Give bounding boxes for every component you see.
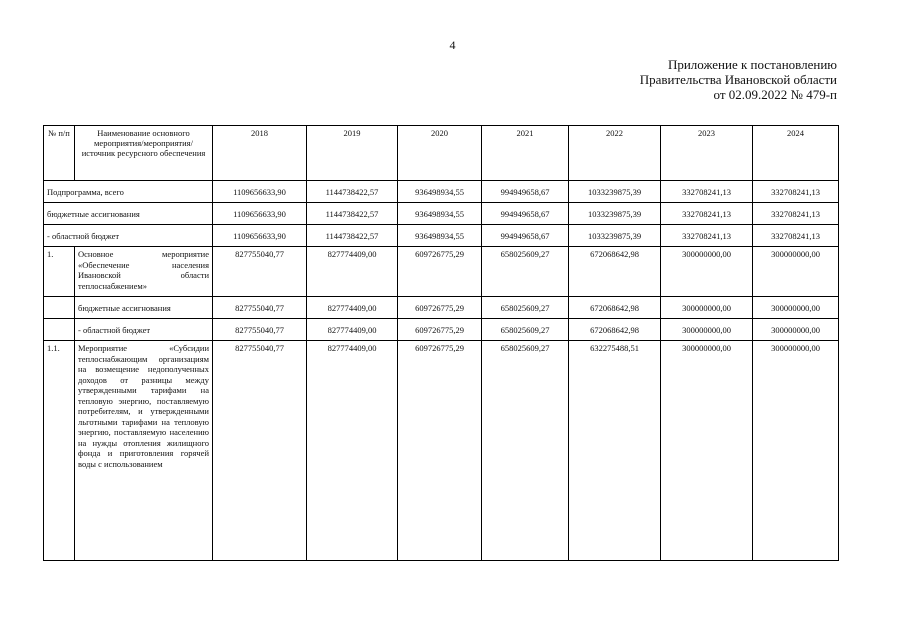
column-header-year: 2024 xyxy=(753,126,839,181)
table-header-row xyxy=(44,126,839,181)
row-label: Подпрограмма, всего xyxy=(44,181,213,203)
cell-value: 300000000,00 xyxy=(661,341,753,561)
page-number: 4 xyxy=(449,38,456,52)
cell-value: 300000000,00 xyxy=(753,341,839,561)
row-number xyxy=(44,297,75,319)
cell-value: 672068642,98 xyxy=(569,247,661,297)
cell-value: 300000000,00 xyxy=(753,247,839,297)
table-row-main-event-1 xyxy=(44,247,839,297)
cell-value: 609726775,29 xyxy=(398,341,482,561)
cell-value: 827755040,77 xyxy=(213,341,307,561)
column-header-year: 2021 xyxy=(482,126,569,181)
cell-value: 994949658,67 xyxy=(482,225,569,247)
cell-value: 827755040,77 xyxy=(213,297,307,319)
table-row-main-event-1-regional xyxy=(44,319,839,341)
cell-value: 300000000,00 xyxy=(753,297,839,319)
cell-value: 1109656633,90 xyxy=(213,181,307,203)
cell-value: 936498934,55 xyxy=(398,203,482,225)
cell-value: 994949658,67 xyxy=(482,203,569,225)
column-header-year: 2023 xyxy=(661,126,753,181)
cell-value: 332708241,13 xyxy=(753,181,839,203)
header-line-1: Приложение к постановлению xyxy=(667,57,837,72)
cell-value: 658025609,27 xyxy=(482,319,569,341)
cell-value: 936498934,55 xyxy=(398,225,482,247)
table-row-budget-allocations xyxy=(44,203,839,225)
cell-value: 1109656633,90 xyxy=(213,203,307,225)
cell-value: 300000000,00 xyxy=(661,297,753,319)
column-header-name: Наименование основного мероприятия/мероприятия/ источник ресурсного обеспечения xyxy=(75,126,213,181)
cell-value: 827774409,00 xyxy=(307,297,398,319)
cell-value: 300000000,00 xyxy=(661,319,753,341)
cell-value: 1033239875,39 xyxy=(569,203,661,225)
cell-value: 672068642,98 xyxy=(569,297,661,319)
cell-value: 332708241,13 xyxy=(661,181,753,203)
header-line-3: от 02.09.2022 № 479-п xyxy=(713,87,837,102)
document-header xyxy=(640,57,837,102)
cell-value: 1109656633,90 xyxy=(213,225,307,247)
row-number: 1.1. xyxy=(44,341,75,561)
cell-value: 827774409,00 xyxy=(307,319,398,341)
cell-value: 1033239875,39 xyxy=(569,181,661,203)
cell-value: 827755040,77 xyxy=(213,319,307,341)
cell-value: 672068642,98 xyxy=(569,319,661,341)
cell-value: 332708241,13 xyxy=(753,225,839,247)
table-row-regional-budget xyxy=(44,225,839,247)
row-label: бюджетные ассигнования xyxy=(75,297,213,319)
cell-value: 827774409,00 xyxy=(307,247,398,297)
cell-value: 658025609,27 xyxy=(482,297,569,319)
cell-value: 1033239875,39 xyxy=(569,225,661,247)
header-line-2: Правительства Ивановской области xyxy=(639,72,837,87)
row-label: - областной бюджет xyxy=(44,225,213,247)
cell-value: 936498934,55 xyxy=(398,181,482,203)
cell-value: 609726775,29 xyxy=(398,247,482,297)
row-label: Основное мероприятие «Обеспечение населения Ивановской области теплоснабжением» xyxy=(75,247,213,297)
budget-table xyxy=(43,125,839,561)
column-header-year: 2018 xyxy=(213,126,307,181)
cell-value: 658025609,27 xyxy=(482,341,569,561)
row-label: Мероприятие «Субсидии теплоснабжающим организациям на возмещение недополученных доходов от разницы между утвержденными тарифами на тепловую энергию, поставляемую потребителям, и утвержденными льготными тарифами на тепловую энергию, поставляемую населению на нужды отопления жилищного фонда и приготовления горячей воды с использованием xyxy=(75,341,213,561)
column-header-year: 2019 xyxy=(307,126,398,181)
row-number xyxy=(44,319,75,341)
cell-value: 827755040,77 xyxy=(213,247,307,297)
cell-value: 609726775,29 xyxy=(398,297,482,319)
column-header-year: 2022 xyxy=(569,126,661,181)
row-label: бюджетные ассигнования xyxy=(44,203,213,225)
row-number: 1. xyxy=(44,247,75,297)
table-row-main-event-1-budget xyxy=(44,297,839,319)
table-row-event-1-1 xyxy=(44,341,839,561)
row-label: - областной бюджет xyxy=(75,319,213,341)
cell-value: 332708241,13 xyxy=(661,203,753,225)
cell-value: 1144738422,57 xyxy=(307,225,398,247)
column-header-year: 2020 xyxy=(398,126,482,181)
cell-value: 1144738422,57 xyxy=(307,203,398,225)
cell-value: 332708241,13 xyxy=(753,203,839,225)
cell-value: 658025609,27 xyxy=(482,247,569,297)
cell-value: 609726775,29 xyxy=(398,319,482,341)
table-row-subprogram-total xyxy=(44,181,839,203)
cell-value: 632275488,51 xyxy=(569,341,661,561)
cell-value: 300000000,00 xyxy=(753,319,839,341)
cell-value: 827774409,00 xyxy=(307,341,398,561)
cell-value: 1144738422,57 xyxy=(307,181,398,203)
cell-value: 332708241,13 xyxy=(661,225,753,247)
column-header-no: № п/п xyxy=(44,126,75,181)
cell-value: 994949658,67 xyxy=(482,181,569,203)
cell-value: 300000000,00 xyxy=(661,247,753,297)
